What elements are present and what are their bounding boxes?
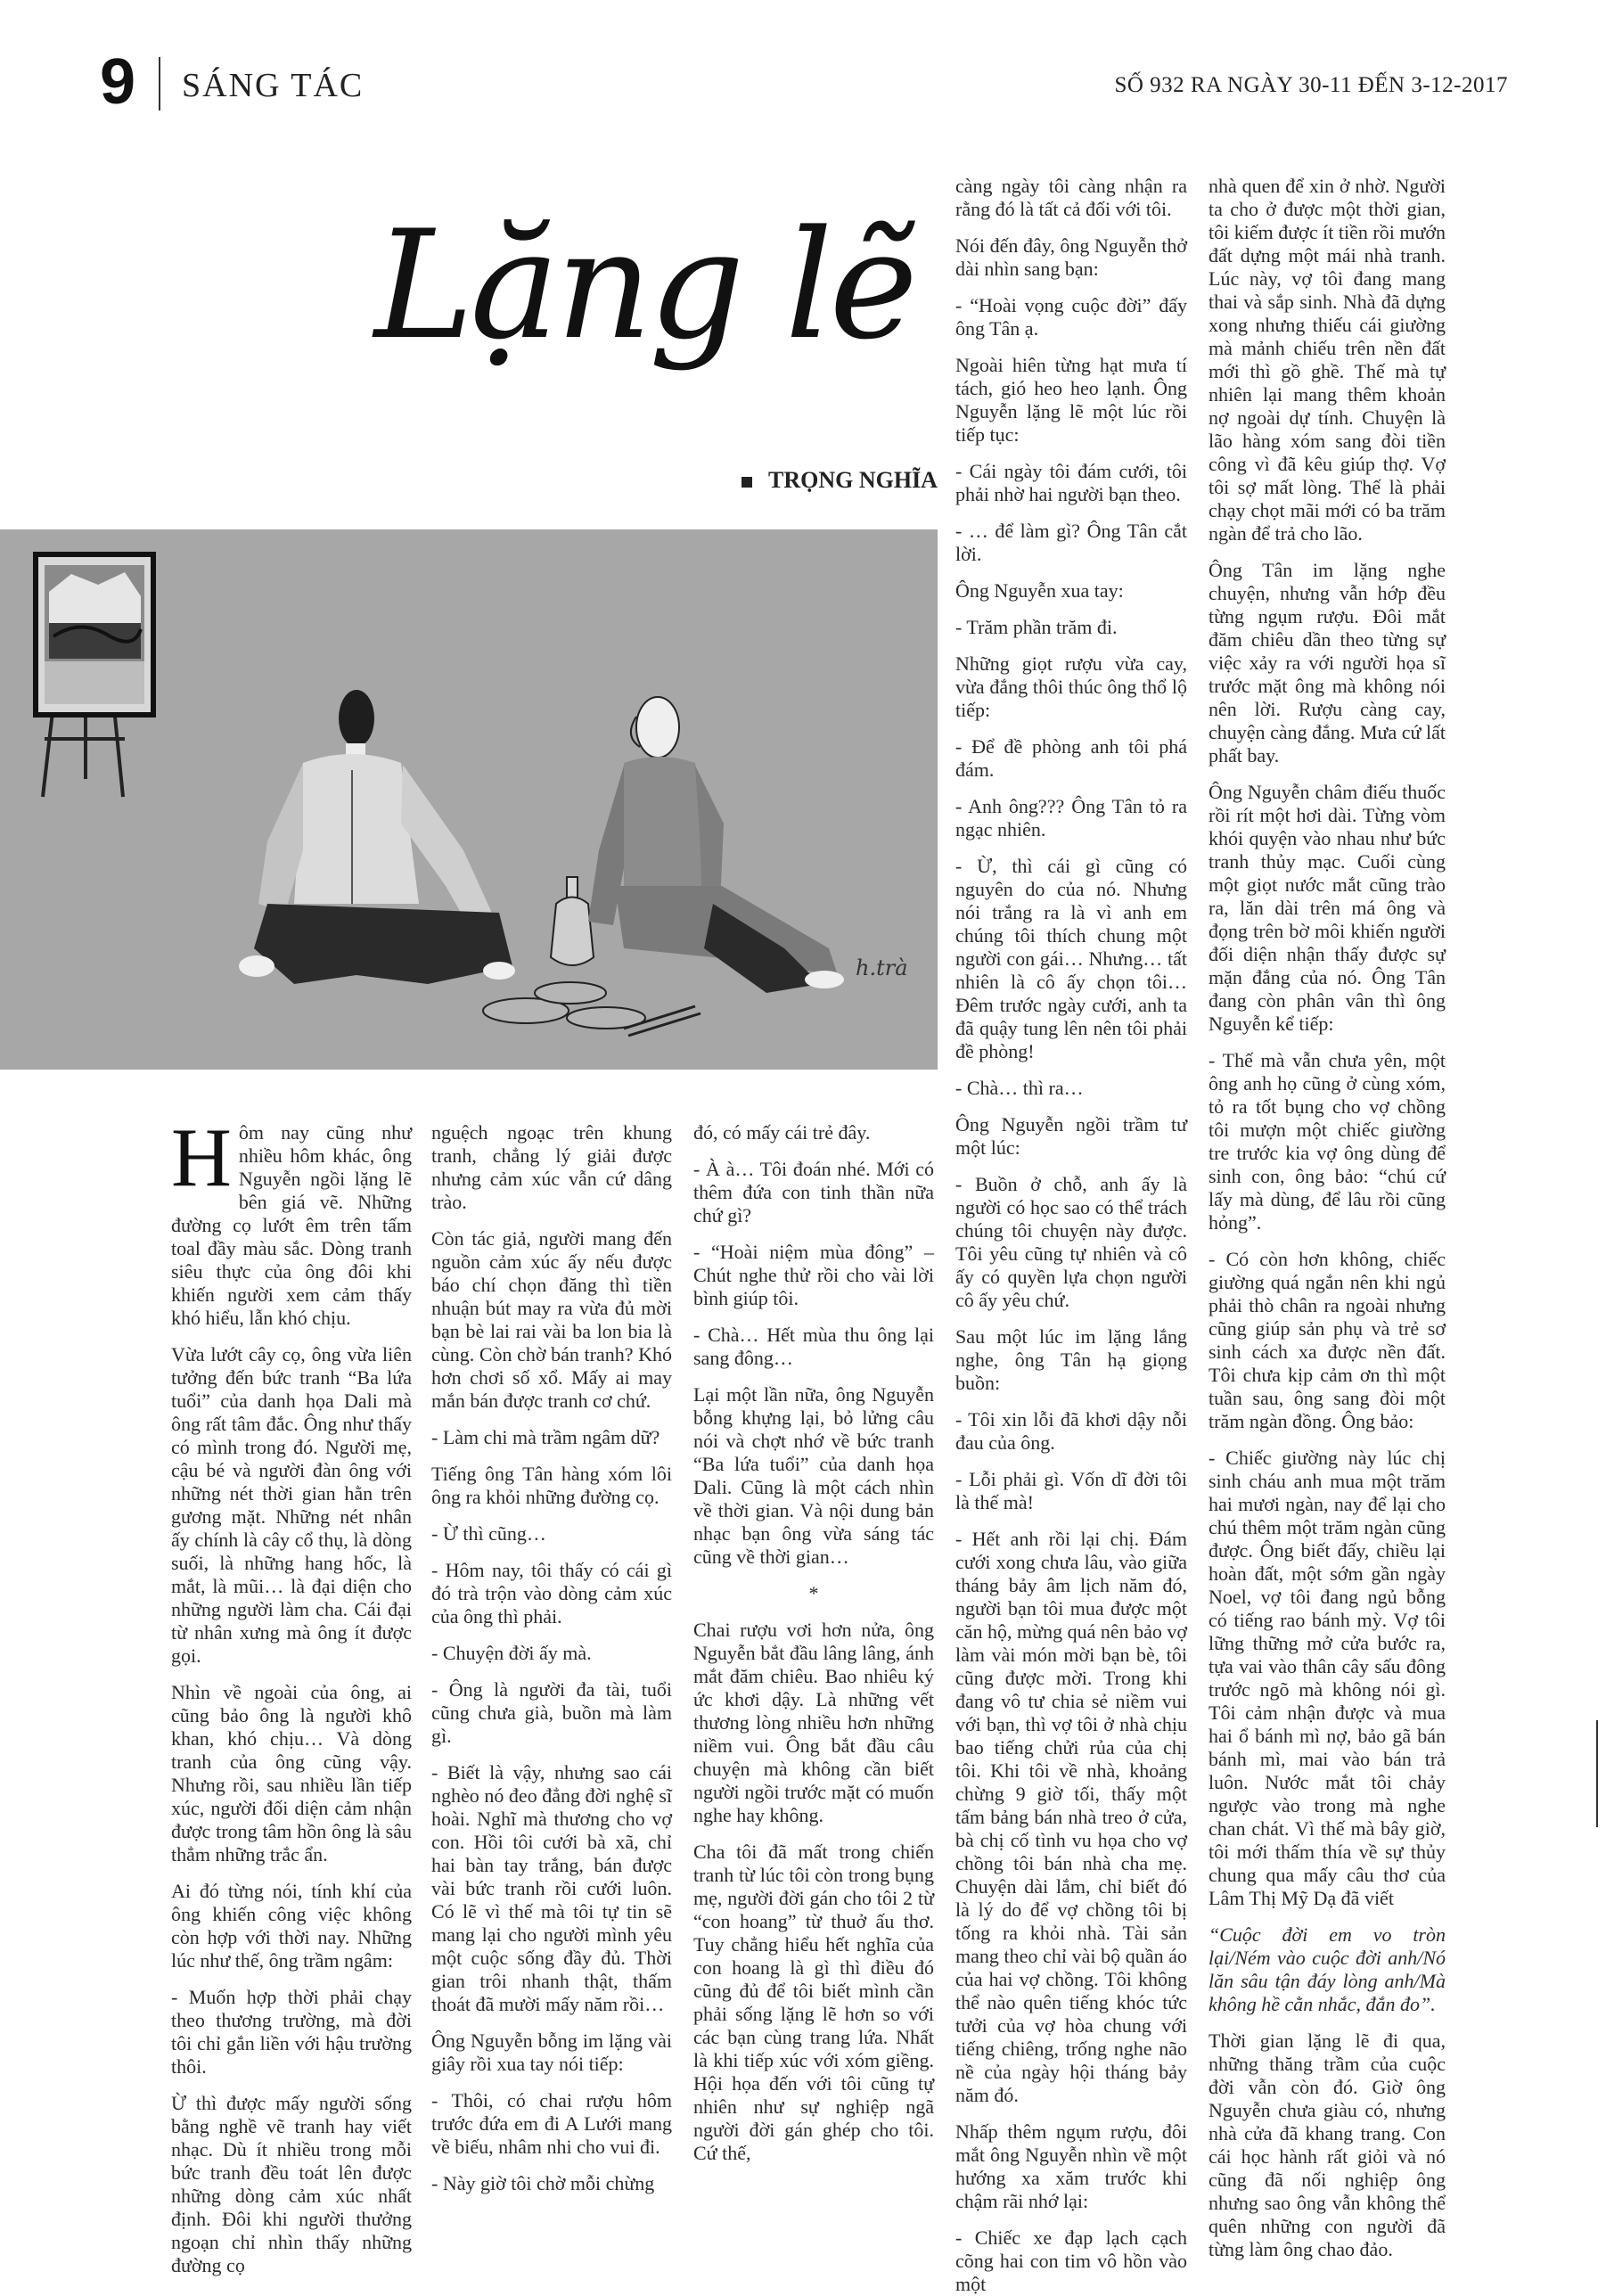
paragraph: Nói đến đây, ông Nguyễn thở dài nhìn sang bạn:: [955, 234, 1187, 280]
paragraph: nhà quen để xin ở nhờ. Người ta cho ở được một thời gian, tôi kiếm được ít tiền rồi mướn đất dựng một mái nhà tranh. Lúc này, vợ tôi đang mang thai và sắp sinh. Nhà đã dựng xong nhưng thiếu cái giường mà mảnh chiếu trên nền đất mới thì gồ ghề. Thế mà tự nhiên lại mang thêm khoản nợ ngoài dự tính. Chuyện là lão hàng xóm sang đòi tiền công vì đã kêu giúp thợ. Vợ tôi sợ mất lòng. Thế là phải chạy chọt mãi mới có ba trăm ngàn để trả cho lão.: [1209, 175, 1446, 545]
paragraph: Cha tôi đã mất trong chiến tranh từ lúc tôi còn trong bụng mẹ, người đời gán cho tôi 2 từ “con hoang” từ thuở ấu thơ. Tuy chẳng hiểu hết nghĩa của con hoang là gì thì điều đó cũng đủ để tôi biết mình cần phải sống lặng lẽ hơn so với các bạn cùng trang lứa. Nhất là khi tiếp xúc với xóm giềng. Hội họa đến với tôi cũng tự nhiên như sự nghiệp ngã người đời gán ghép cho tôi. Cứ thế,: [693, 1841, 934, 2164]
paragraph: Vừa lướt cây cọ, ông vừa liên tưởng đến bức tranh “Ba lứa tuổi” của danh họa Dali mà ông rất tâm đắc. Ông như thấy có mình trong đó. Người mẹ, cậu bé và người đàn ông với những nét thời gian hằn trên gương mặt. Những nét nhân ấy chính là cây cổ thụ, là dòng suối, là những hang hốc, là mắt, là mũi… là đại diện cho những người làm cha. Cái đại từ nhân xưng mà ông ít được gọi.: [171, 1343, 412, 1667]
article-column-1: [171, 1111, 412, 2276]
paragraph: Tiếng ông Tân hàng xóm lôi ông ra khỏi những đường cọ.: [431, 1463, 672, 1508]
paragraph: - Hết anh rồi lại chị. Đám cưới xong chưa lâu, vào giữa tháng bảy âm lịch năm đó, người bạn tôi mua được một căn hộ, mừng quá nên bảo vợ làm vài món mời bạn bè, tôi cũng được mời. Trong khi đang vô tư chia sẻ niềm vui với bạn, thì vợ tôi ở nhà chịu bao tiếng chửi rủa của chị tôi. Khi tôi về nhà, khoảng chừng 9 giờ tối, thấy một tấm bảng bán nhà treo ở cửa, bà chị cố tình vu họa cho vợ chồng tôi bán nhà cha mẹ. Chuyện dài lắm, chỉ biết đó là lý do để vợ chồng tôi bị tống ra khỏi nhà. Tài sản mang theo chỉ vài bộ quần áo của hai vợ chồng. Tôi không thể nào quên tiếng khóc tức tưởi của vợ hòa chung với tiếng chiêng, trống nghe não nề của ngày hội tháng bảy năm đó.: [955, 1528, 1187, 2106]
paragraph: - Anh ông??? Ông Tân tỏ ra ngạc nhiên.: [955, 795, 1187, 840]
paragraph: Lại một lần nữa, ông Nguyễn bỗng khựng lại, bỏ lửng câu nói và chợt nhớ về bức tranh “Ba lứa tuổi” của danh họa Dali. Cũng là một cách nhìn về thời gian. Và nội dung bản nhạc bạn ông vừa sáng tác cũng về thời gian…: [693, 1383, 934, 1568]
paragraph: - Biết là vậy, nhưng sao cái nghèo nó đeo đẳng đời nghệ sĩ hoài. Nghĩ mà thương cho vợ con. Hồi tôi cưới bà xã, chỉ hai bàn tay trắng, bán được vài bức tranh rồi cưới luôn. Có lẽ vì thế mà tôi tự tin sẽ mang lại cho người mình yêu một cuộc sống đầy đủ. Thời gian trôi nhanh thật, thấm thoát đã mười mấy năm rồi…: [431, 1761, 672, 2015]
article-column-4: [955, 175, 1187, 2295]
paragraph: - Lỗi phải gì. Vốn dĩ đời tôi là thế mà!: [955, 1468, 1187, 1513]
page-number: 9: [100, 46, 136, 118]
paragraph: - Thế mà vẫn chưa yên, một ông anh họ cũng ở cùng xóm, tỏ ra tốt bụng cho vợ chồng tôi mượn một chiếc giường tre trước kia vợ ông dùng để sinh con, ông bảo: “chú cứ lấy mà dùng, để lâu rồi cũng hỏng”.: [1209, 1049, 1446, 1234]
paragraph: - … để làm gì? Ông Tân cắt lời.: [955, 520, 1187, 565]
paragraph: - “Hoài niệm mùa đông” – Chút nghe thử rồi cho vài lời bình giúp tôi.: [693, 1241, 934, 1309]
author-name: TRỌNG NGHĨA: [768, 467, 938, 493]
paragraph: - Chà… thì ra…: [955, 1077, 1084, 1099]
friend-figure: [588, 697, 844, 993]
paragraph: Ngoài hiên từng hạt mưa tí tách, gió heo heo lạnh. Ông Nguyễn lặng lẽ một lúc rồi tiếp tục:: [955, 354, 1187, 446]
illustration: [0, 529, 938, 1070]
paragraph: - Hôm nay, tôi thấy có cái gì đó trà trộn vào dòng cảm xúc của ông thì phải.: [431, 1559, 672, 1628]
paragraph: Những giọt rượu vừa cay, vừa đắng thôi thúc ông thổ lộ tiếp:: [955, 652, 1187, 721]
paragraph: - Muốn hợp thời phải chạy theo thương trường, mà đời tôi chỉ gắn liền với hậu trường thôi.: [171, 1986, 412, 2078]
paragraph: - Để đề phòng anh tôi phá đám.: [955, 735, 1187, 781]
paragraph: - Chà… Hết mùa thu ông lại sang đông…: [693, 1324, 934, 1369]
paragraph: - Ông là người đa tài, tuổi cũng chưa già, buồn mà làm gì.: [431, 1678, 672, 1747]
section-break: *: [808, 1582, 819, 1604]
paragraph: Ông Nguyễn bỗng im lặng vài giây rồi xua tay nói tiếp:: [431, 2030, 672, 2075]
poem-quote: “Cuộc đời em vo tròn lại/Ném vào cuộc đời anh/Nó lăn sâu tận đáy lòng anh/Mà không hề cằn nhắc, đắn đo”.: [1209, 1923, 1446, 2015]
illustration-drawing: [0, 529, 938, 1070]
paragraph: Ông Tân im lặng nghe chuyện, nhưng vẫn hớp đều từng ngụm rượu. Đôi mắt đăm chiêu dần theo từng sự việc xảy ra với người họa sĩ trước mặt ông mà không nói nên lời. Rượu càng cay, chuyện càng đắng. Mưa cứ lất phất bay.: [1209, 559, 1446, 767]
paragraph: - Chiếc xe đạp lạch cạch cõng hai con tim vô hồn vào một: [955, 2226, 1187, 2295]
paragraph: Sau một lúc im lặng lắng nghe, ông Tân hạ giọng buồn:: [955, 1325, 1187, 1394]
paragraph: - Ừ, thì cái gì cũng có nguyên do của nó. Nhưng nói trắng ra là vì anh em chúng tôi thích chung một người con gái… Nhưng… tất nhiên là cô ấy chọn tôi… Đêm trước ngày cưới, anh ta đã quậy tung lên nên tôi phải đề phòng!: [955, 855, 1187, 1062]
header-separator: [159, 57, 160, 111]
paragraph: Ông Nguyễn châm điếu thuốc rồi rít một hơi dài. Từng vòm khói quyện vào nhau như bức tranh thủy mạc. Cuối cùng một giọt nước mắt cũng trào ra, lăn dài trên má ông và đọng trên bờ môi khiến người đối diện nhận thấy được sự mặn đắng của nó. Ông Tân đang còn phân vân thì ông Nguyễn kể tiếp:: [1209, 781, 1446, 1035]
bullet-square-icon: [742, 477, 752, 488]
paragraph: đó, có mấy cái trẻ đây.: [693, 1121, 871, 1144]
paragraph: Hôm nay cũng như nhiều hôm khác, ông Nguyễn ngồi lặng lẽ bên giá vẽ. Những đường cọ lướt êm trên tấm toal đầy màu sắc. Dòng tranh siêu thực của ông đôi khi khiến người xem cảm thấy khó hiểu, lẫn khó chịu.: [171, 1111, 412, 1329]
paragraph: - Cái ngày tôi đám cưới, tôi phải nhờ hai người bạn theo.: [955, 460, 1187, 505]
paragraph: Ông Nguyễn ngồi trầm tư một lúc:: [955, 1113, 1187, 1159]
paragraph: Ông Nguyễn xua tay:: [955, 579, 1124, 602]
paragraph: - Chiếc giường này lúc chị sinh cháu anh mua một trăm hai mươi ngàn, nay để lại cho chú thêm một trăm ngàn cũng được. Ông biết đấy, chiều lại hoàn đất, một sớm gần ngày Noel, vợ tôi đang ngủ bỗng có tiếng rao bánh mỳ. Vợ tôi lững thững mở cửa bước ra, tựa vai vào thân cây sấu đông trước ngõ mà không nói gì. Tôi cảm nhận được và mua hai ổ bánh mì nợ, bảo gã bán bánh mì, mai vào bán trả luôn. Nước mắt tôi chảy ngược vào trong mà nghe chan chát. Vì thế mà bây giờ, tôi mới thấm thía về sự thủy chung qua mấy câu thơ của Lâm Thị Mỹ Dạ đã viết: [1209, 1447, 1446, 1909]
paragraph: - Có còn hơn không, chiếc giường quá ngắn nên khi ngủ phải thò chân ra ngoài nhưng cũng giúp sản phụ và trẻ sơ sinh cách xa được nền đất. Tôi chưa kịp cảm ơn thì một tuần sau, ông sang đòi một trăm ngàn đồng. Ông bảo:: [1209, 1248, 1446, 1432]
article-column-3: [693, 1121, 934, 2182]
paragraph: - Chuyện đời ấy mà.: [431, 1642, 592, 1664]
paragraph: càng ngày tôi càng nhận ra rằng đó là tất cả đối với tôi.: [955, 175, 1187, 220]
paragraph: - Tôi xin lỗi đã khơi dậy nỗi đau của ông.: [955, 1408, 1187, 1454]
paragraph: Ai đó từng nói, tính khí của ông khiến công việc không còn hợp với thời nay. Những lúc như thế, ông trầm ngâm:: [171, 1880, 412, 1972]
paragraph: Còn tác giả, người mang đến nguồn cảm xúc ấy nếu được báo chí chọn đăng thì tiền nhuận bút may ra vừa đủ mời bạn bè lai rai vài ba lon bia là cùng. Còn chờ bán tranh? Khó hơn chơi số xổ. Mấy ai may mắn bán được tranh cơ chứ.: [431, 1227, 672, 1412]
byline: [742, 467, 938, 494]
paragraph: - Trăm phần trăm đi.: [955, 616, 1118, 638]
paragraph: Chai rượu vơi hơn nửa, ông Nguyễn bắt đầu lâng lâng, ánh mắt đăm chiêu. Bao nhiêu ký ức khơi dậy. Là những vết thương lòng nhiều hơn những niềm vui. Ông bắt đầu câu chuyện mà không cần biết người ngồi trước mặt có muốn nghe hay không.: [693, 1619, 934, 1826]
issue-info: SỐ 932 RA NGÀY 30-11 ĐẾN 3-12-2017: [1114, 73, 1508, 97]
painter-figure: [239, 690, 515, 984]
paragraph: Thời gian lặng lẽ đi qua, những thăng trầm của cuộc đời vẫn còn đó. Giờ ông Nguyễn chưa giàu có, nhưng nhà cửa đã khang trang. Con cái học hành rất giỏi và nó cũng đã nối nghiệp ông nhưng sao ông vẫn không thể quên những con người đã từng làm ông chao đảo.: [1209, 2030, 1446, 2260]
article-title: Lặng lẽ: [374, 198, 915, 373]
artist-signature: h.trà: [856, 955, 908, 980]
article-column-2: [431, 1121, 672, 2194]
article-column-5: [1209, 175, 1446, 2260]
drop-cap: H: [171, 1111, 232, 1204]
paragraph: nguệch ngoạc trên khung tranh, chẳng lý giải được nhưng cảm xúc vẫn cứ dâng trào.: [431, 1121, 672, 1213]
plates-icon: [483, 982, 701, 1036]
paragraph: - À à… Tôi đoán nhé. Mới có thêm đứa con tinh thần nữa chứ gì?: [693, 1158, 934, 1226]
margin-rule: [1596, 1720, 1598, 1827]
wine-bottle-icon: [551, 877, 594, 965]
paragraph: Ừ thì được mấy người sống bằng nghề vẽ tranh hay viết nhạc. Dù ít nhiều trong mỗi bức tranh đều toát lên được những dòng cảm xúc nhất định. Đôi khi người thưởng ngoạn chỉ nhìn thấy những đường cọ: [171, 2092, 412, 2276]
paragraph: - Này giờ tôi chờ mỗi chừng: [431, 2172, 655, 2194]
paragraph: - “Hoài vọng cuộc đời” đấy ông Tân ạ.: [955, 294, 1187, 340]
paragraph: Nhấp thêm ngụm rượu, đôi mắt ông Nguyễn nhìn về một hướng xa xăm trước khi chậm rãi nhớ lại:: [955, 2120, 1187, 2212]
paragraph: - Thôi, có chai rượu hôm trước đứa em đi A Lưới mang về biếu, nhâm nhi cho vui đi.: [431, 2089, 672, 2158]
painting-canvas: [36, 554, 153, 715]
paragraph: - Làm chi mà trầm ngâm dữ?: [431, 1426, 660, 1448]
section-name: SÁNG TÁC: [182, 67, 365, 104]
page-header: [100, 46, 1508, 118]
paragraph: Nhìn về ngoài của ông, ai cũng bảo ông là người khô khan, khó chịu… Và dòng tranh của ông cũng vậy. Nhưng rồi, sau nhiều lần tiếp xúc, người đối diện cảm nhận được trong tâm hồn ông là sâu thẳm những trắc ẩn.: [171, 1681, 412, 1866]
paragraph: - Ừ thì cũng…: [431, 1522, 546, 1545]
paragraph: - Buồn ở chỗ, anh ấy là người có học sao có thể trách chúng tôi chuyện này được. Tôi yêu cũng tự nhiên và cô ấy có quyền lựa chọn người cô ấy yêu chứ.: [955, 1173, 1187, 1311]
